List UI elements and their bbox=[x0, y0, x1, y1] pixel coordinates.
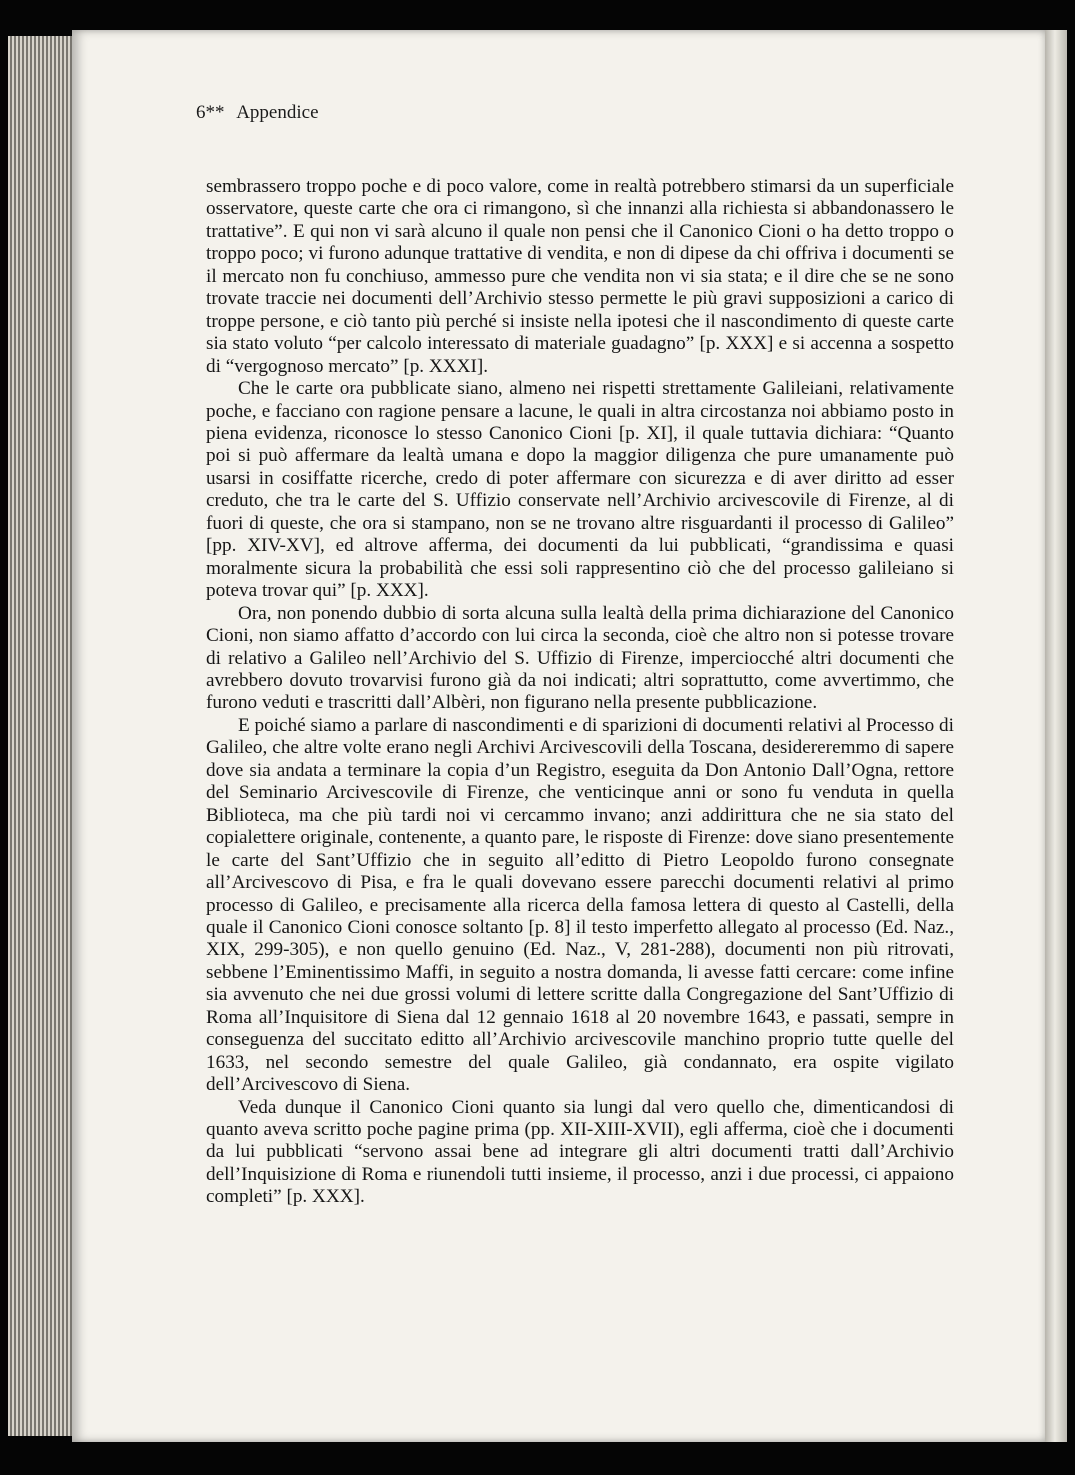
paragraph: Ora, non ponendo dubbio di sorta alcuna sulla lealtà della prima dichiarazione del Canonico Cioni, non siamo affatto d’accordo con lui circa la seconda, cioè che altro non si potesse trovare di relativo a Galileo nell’Archivio del S. Uffizio di Firenze, imperciocché altri documenti che avrebbero dovuto trovarvisi furono già da noi indicati; altri soprattutto, come avvertimmo, che furono veduti e trascritti dall’Albèri, non figurano nella presente pubblicazione. bbox=[206, 602, 954, 714]
facing-page-edge bbox=[1045, 30, 1067, 1442]
body-text bbox=[206, 176, 954, 1209]
paragraph: sembrassero troppo poche e di poco valore, come in realtà potrebbero stimarsi da un superficiale osservatore, queste carte che ora ci rimangono, sì che innanzi alla richiesta si abbandonassero le trattative”. E qui non vi sarà alcuno il quale non pensi che il Canonico Cioni o ha detto troppo o troppo poco; vi furono adunque trattative di vendita, e non di dipese da chi offriva i documenti se il mercato non fu conchiuso, ammesso pure che vendita non vi sia stata; e il dire che se ne sono trovate traccie nei documenti dell’Archivio stesso permette le più gravi supposizioni a carico di troppe persone, e ciò tanto più perché si insiste nella ipotesi che il nascondimento di queste carte sia stato voluto “per calcolo interessato di materiale guadagno” [p. XXX] e si accenna a sospetto di “vergognoso mercato” [p. XXXI]. bbox=[206, 176, 954, 377]
running-header bbox=[196, 102, 319, 124]
page-number: 6** bbox=[196, 102, 225, 123]
paragraph: E poiché siamo a parlare di nascondimenti e di sparizioni di documenti relativi al Processo di Galileo, che altre volte erano negli Archivi Arcivescovili della Toscana, desidereremmo di sapere dove sia andata a terminare la copia d’un Registro, eseguita da Don Antonio Dall’Ogna, rettore del Seminario Arcivescovile di Firenze, che venticinque anni or sono fu venduta in quella Biblioteca, ma che più tardi noi vi cercammo invano; anzi addirittura che ne sia stato del copialettere originale, contenente, a quanto pare, le risposte di Firenze: dove siano presentemente le carte del Sant’Uffizio che in seguito all’editto di Pietro Leopoldo furono consegnate all’Arcivescovo di Pisa, e fra le quali dovevano essere parecchi documenti relativi al primo processo di Galileo, e precisamente alla ricerca della famosa lettera di questo al Castelli, della quale il Canonico Cioni conosce soltanto [p. 8] il testo imperfetto allegato al processo (Ed. Naz., XIX, 299-305), e non quello genuino (Ed. Naz., V, 281-288), documenti non più ritrovati, sebbene l’Eminentissimo Maffi, in seguito a nostra domanda, li avesse fatti cercare: come infine sia avvenuto che nei due grossi volumi di lettere scritte dalla Congregazione del Sant’Uffizio di Roma all’Inquisitore di Siena dal 12 gennaio 1618 al 20 novembre 1643, e passati, sempre in conseguenza del succitato editto all’Archivio arcivescovile manchino proprio tutte quelle del 1633, nel secondo semestre del quale Galileo, già condannato, era ospite vigilato dell’Arcivescovo di Siena. bbox=[206, 714, 954, 1096]
paragraph: Che le carte ora pubblicate siano, almeno nei rispetti strettamente Galileiani, relativamente poche, e facciano con ragione pensare a lacune, le quali in altra circostanza noi abbiamo posto in piena evidenza, riconosce lo stesso Canonico Cioni [p. XI], il quale tuttavia dichiara: “Quanto poi si può affermare da lealtà umana e dopo la maggior diligenza che pure umanamente può usarsi in cosiffatte ricerche, credo di poter affermare con sicurezza e di aver diritto ad esser creduto, che tra le carte del S. Uffizio conservate nell’Archivio arcivescovile di Firenze, al di fuori di queste, che ora si stampano, non se ne trovano altre risguardanti il processo di Galileo” [pp. XIV-XV], ed altrove afferma, dei documenti da lui pubblicati, “grandissima e quasi moralmente sicura la probabilità che essi soli rappresentino ciò che del processo galileiano si poteva trovar qui” [p. XXX]. bbox=[206, 378, 954, 602]
running-title: Appendice bbox=[236, 102, 319, 123]
paragraph: Veda dunque il Canonico Cioni quanto sia lungi dal vero quello che, dimenticandosi di quanto aveva scritto poche pagine prima (pp. XII-XIII-XVII), egli afferma, cioè che i documenti da lui pubblicati “servono assai bene ad integrare gli altri documenti tratti dall’Archivio dell’Inquisizione di Roma e riunendoli tutti insieme, il processo, anzi i due processi, ci appaiono completi” [p. XXX]. bbox=[206, 1096, 954, 1208]
page-stack-edges bbox=[8, 36, 74, 1436]
